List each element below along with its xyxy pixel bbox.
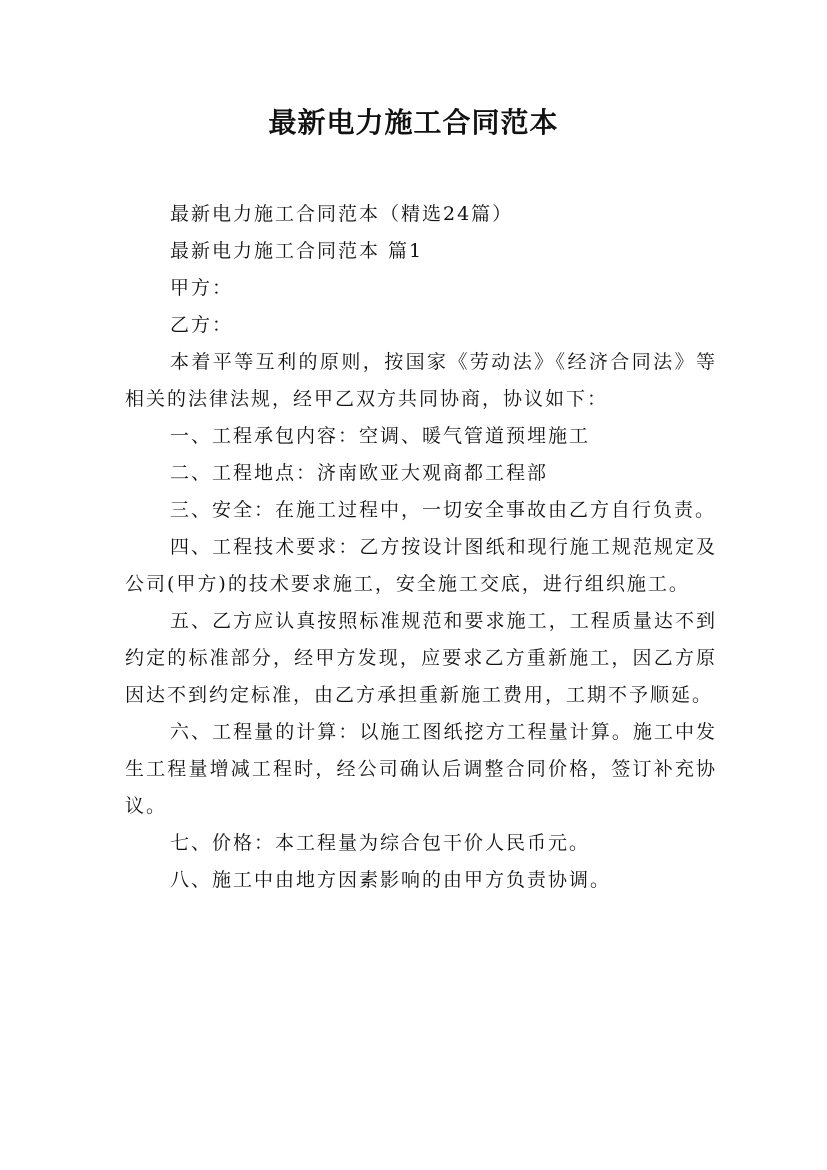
paragraph-section-heading: 最新电力施工合同范本 篇1: [170, 240, 424, 262]
paragraph-party-a: 甲方：: [170, 277, 234, 299]
paragraph-clause-5: 五、乙方应认真按照标准规范和要求施工，工程质量达不到约定的标准部分，经甲方发现，应要求乙方重新施工，因乙方原因达不到约定标准，由乙方承担重新施工费用，工期不予顺延。: [125, 610, 717, 706]
document-body: [125, 196, 717, 899]
paragraph-subtitle: 最新电力施工合同范本（精选24篇）: [170, 203, 514, 225]
paragraph-clause-1: 一、工程承包内容：空调、暖气管道预埋施工: [170, 425, 591, 447]
paragraph-clause-6: 六、工程量的计算：以施工图纸挖方工程量计算。施工中发生工程量增减工程时，经公司确认后调整合同价格，签订补充协议。: [125, 721, 717, 817]
paragraph-clause-7: 七、价格：本工程量为综合包干价人民币元。: [170, 832, 591, 854]
paragraph-preamble: 本着平等互利的原则，按国家《劳动法》《经济合同法》等相关的法律法规，经甲乙双方共同协商，协议如下：: [125, 351, 717, 410]
paragraph-clause-2: 二、工程地点：济南欧亚大观商都工程部: [170, 462, 549, 484]
paragraph-clause-8: 八、施工中由地方因素影响的由甲方负责协调。: [170, 869, 612, 891]
document-title: 最新电力施工合同范本: [268, 106, 559, 139]
paragraph-clause-4: 四、工程技术要求：乙方按设计图纸和现行施工规范规定及公司(甲方)的技术要求施工，安全施工交底，进行组织施工。: [125, 536, 717, 595]
paragraph-party-b: 乙方：: [170, 314, 234, 336]
paragraph-clause-3: 三、安全：在施工过程中，一切安全事故由乙方自行负责。: [170, 499, 717, 521]
